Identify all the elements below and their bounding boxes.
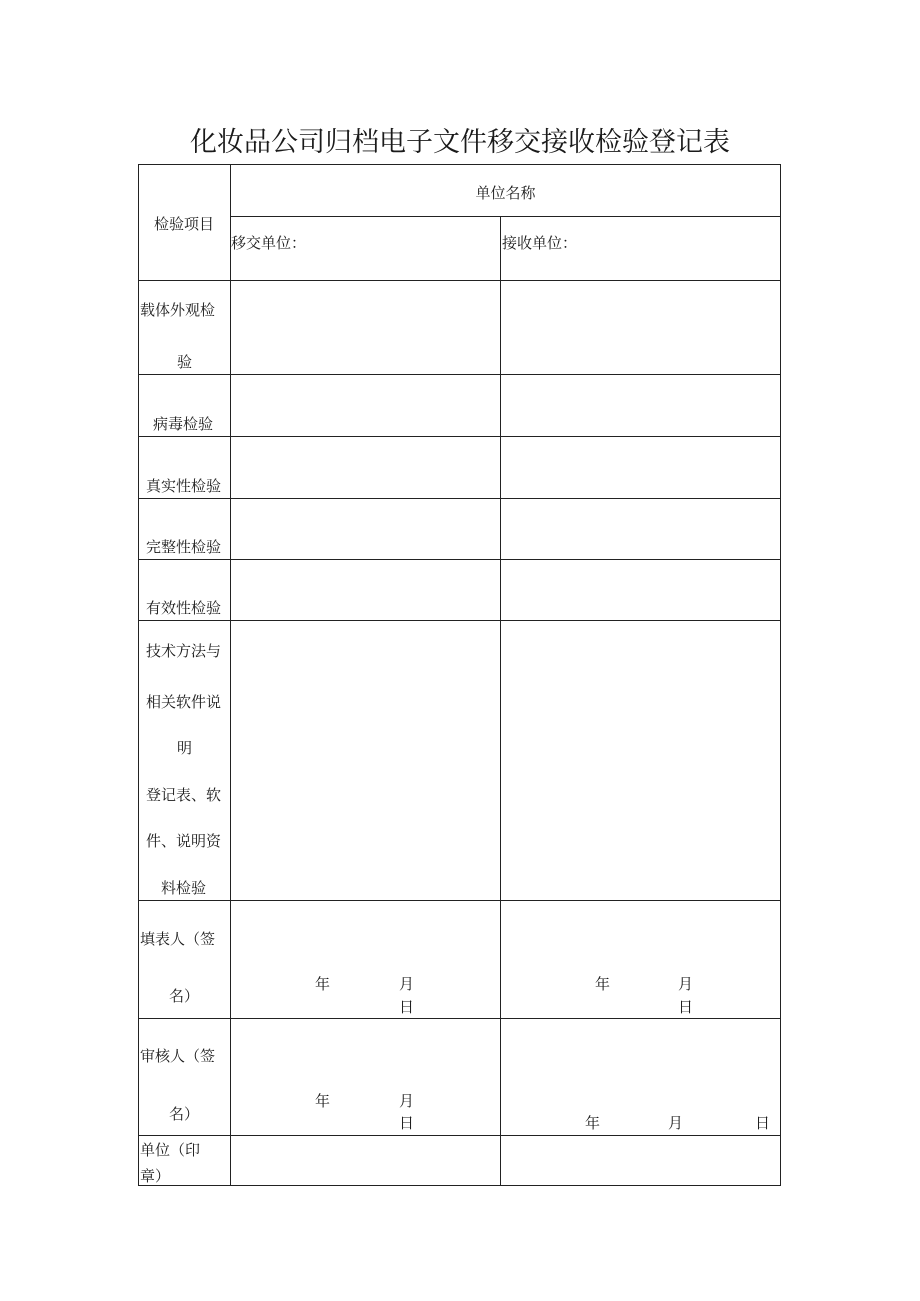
item-label: 检验项目 <box>153 215 214 233</box>
carrier-label-1: 载体外观检 <box>140 301 216 319</box>
col-divider-1 <box>230 164 231 1186</box>
tech-label-1: 技术方法与 <box>146 642 222 660</box>
unit-name-label: 单位名称 <box>475 184 536 202</box>
integrity-label: 完整性检验 <box>146 538 222 556</box>
col-divider-2-upper <box>500 216 501 280</box>
filler-receive-day: 日 <box>678 998 694 1016</box>
tech-label-4: 登记表、软 <box>146 786 222 804</box>
seal-label-1: 单位（印 <box>140 1141 201 1159</box>
row-line-integrity <box>138 559 781 560</box>
registration-table <box>138 164 781 1186</box>
filler-receive-month: 月 <box>678 975 694 993</box>
receive-unit-label: 接收单位： <box>502 234 578 252</box>
tech-label-6: 料检验 <box>161 879 207 897</box>
filler-receive-year: 年 <box>595 975 611 993</box>
reviewer-transfer-year: 年 <box>315 1092 331 1110</box>
row-line-filler <box>138 1018 781 1019</box>
tech-label-2: 相关软件说 <box>146 693 222 711</box>
filler-label-1: 填表人（签 <box>140 930 216 948</box>
seal-label-2: 章） <box>140 1167 171 1185</box>
row-line-tech <box>138 900 781 901</box>
filler-transfer-year: 年 <box>315 975 331 993</box>
row-line-header-end <box>138 280 781 281</box>
col-divider-2-lower <box>500 280 501 1186</box>
filler-transfer-month: 月 <box>399 975 415 993</box>
row-line-reviewer <box>138 1135 781 1136</box>
filler-label-2: 名） <box>169 987 200 1005</box>
reviewer-transfer-month: 月 <box>399 1092 415 1110</box>
row-line-carrier <box>138 374 781 375</box>
reviewer-label-1: 审核人（签 <box>140 1047 216 1065</box>
row-line-unit-name <box>230 216 781 217</box>
border-bottom <box>138 1185 781 1186</box>
page-title: 化妆品公司归档电子文件移交接收检验登记表 <box>190 127 730 158</box>
virus-label: 病毒检验 <box>153 415 214 433</box>
row-line-authenticity <box>138 498 781 499</box>
reviewer-transfer-day: 日 <box>399 1114 415 1132</box>
reviewer-label-2: 名） <box>169 1105 200 1123</box>
border-left <box>138 164 139 1186</box>
authenticity-label: 真实性检验 <box>146 477 222 495</box>
reviewer-receive-day: 日 <box>755 1114 771 1132</box>
tech-label-3: 明 <box>177 739 193 757</box>
carrier-label-2: 验 <box>177 353 193 371</box>
border-right <box>780 164 781 1186</box>
filler-transfer-day: 日 <box>399 998 415 1016</box>
tech-label-5: 件、说明资 <box>146 832 222 850</box>
reviewer-receive-month: 月 <box>668 1114 684 1132</box>
reviewer-receive-year: 年 <box>585 1114 601 1132</box>
row-line-virus <box>138 436 781 437</box>
row-line-validity <box>138 620 781 621</box>
border-top <box>138 164 781 165</box>
validity-label: 有效性检验 <box>146 599 222 617</box>
transfer-unit-label: 移交单位： <box>231 234 307 252</box>
